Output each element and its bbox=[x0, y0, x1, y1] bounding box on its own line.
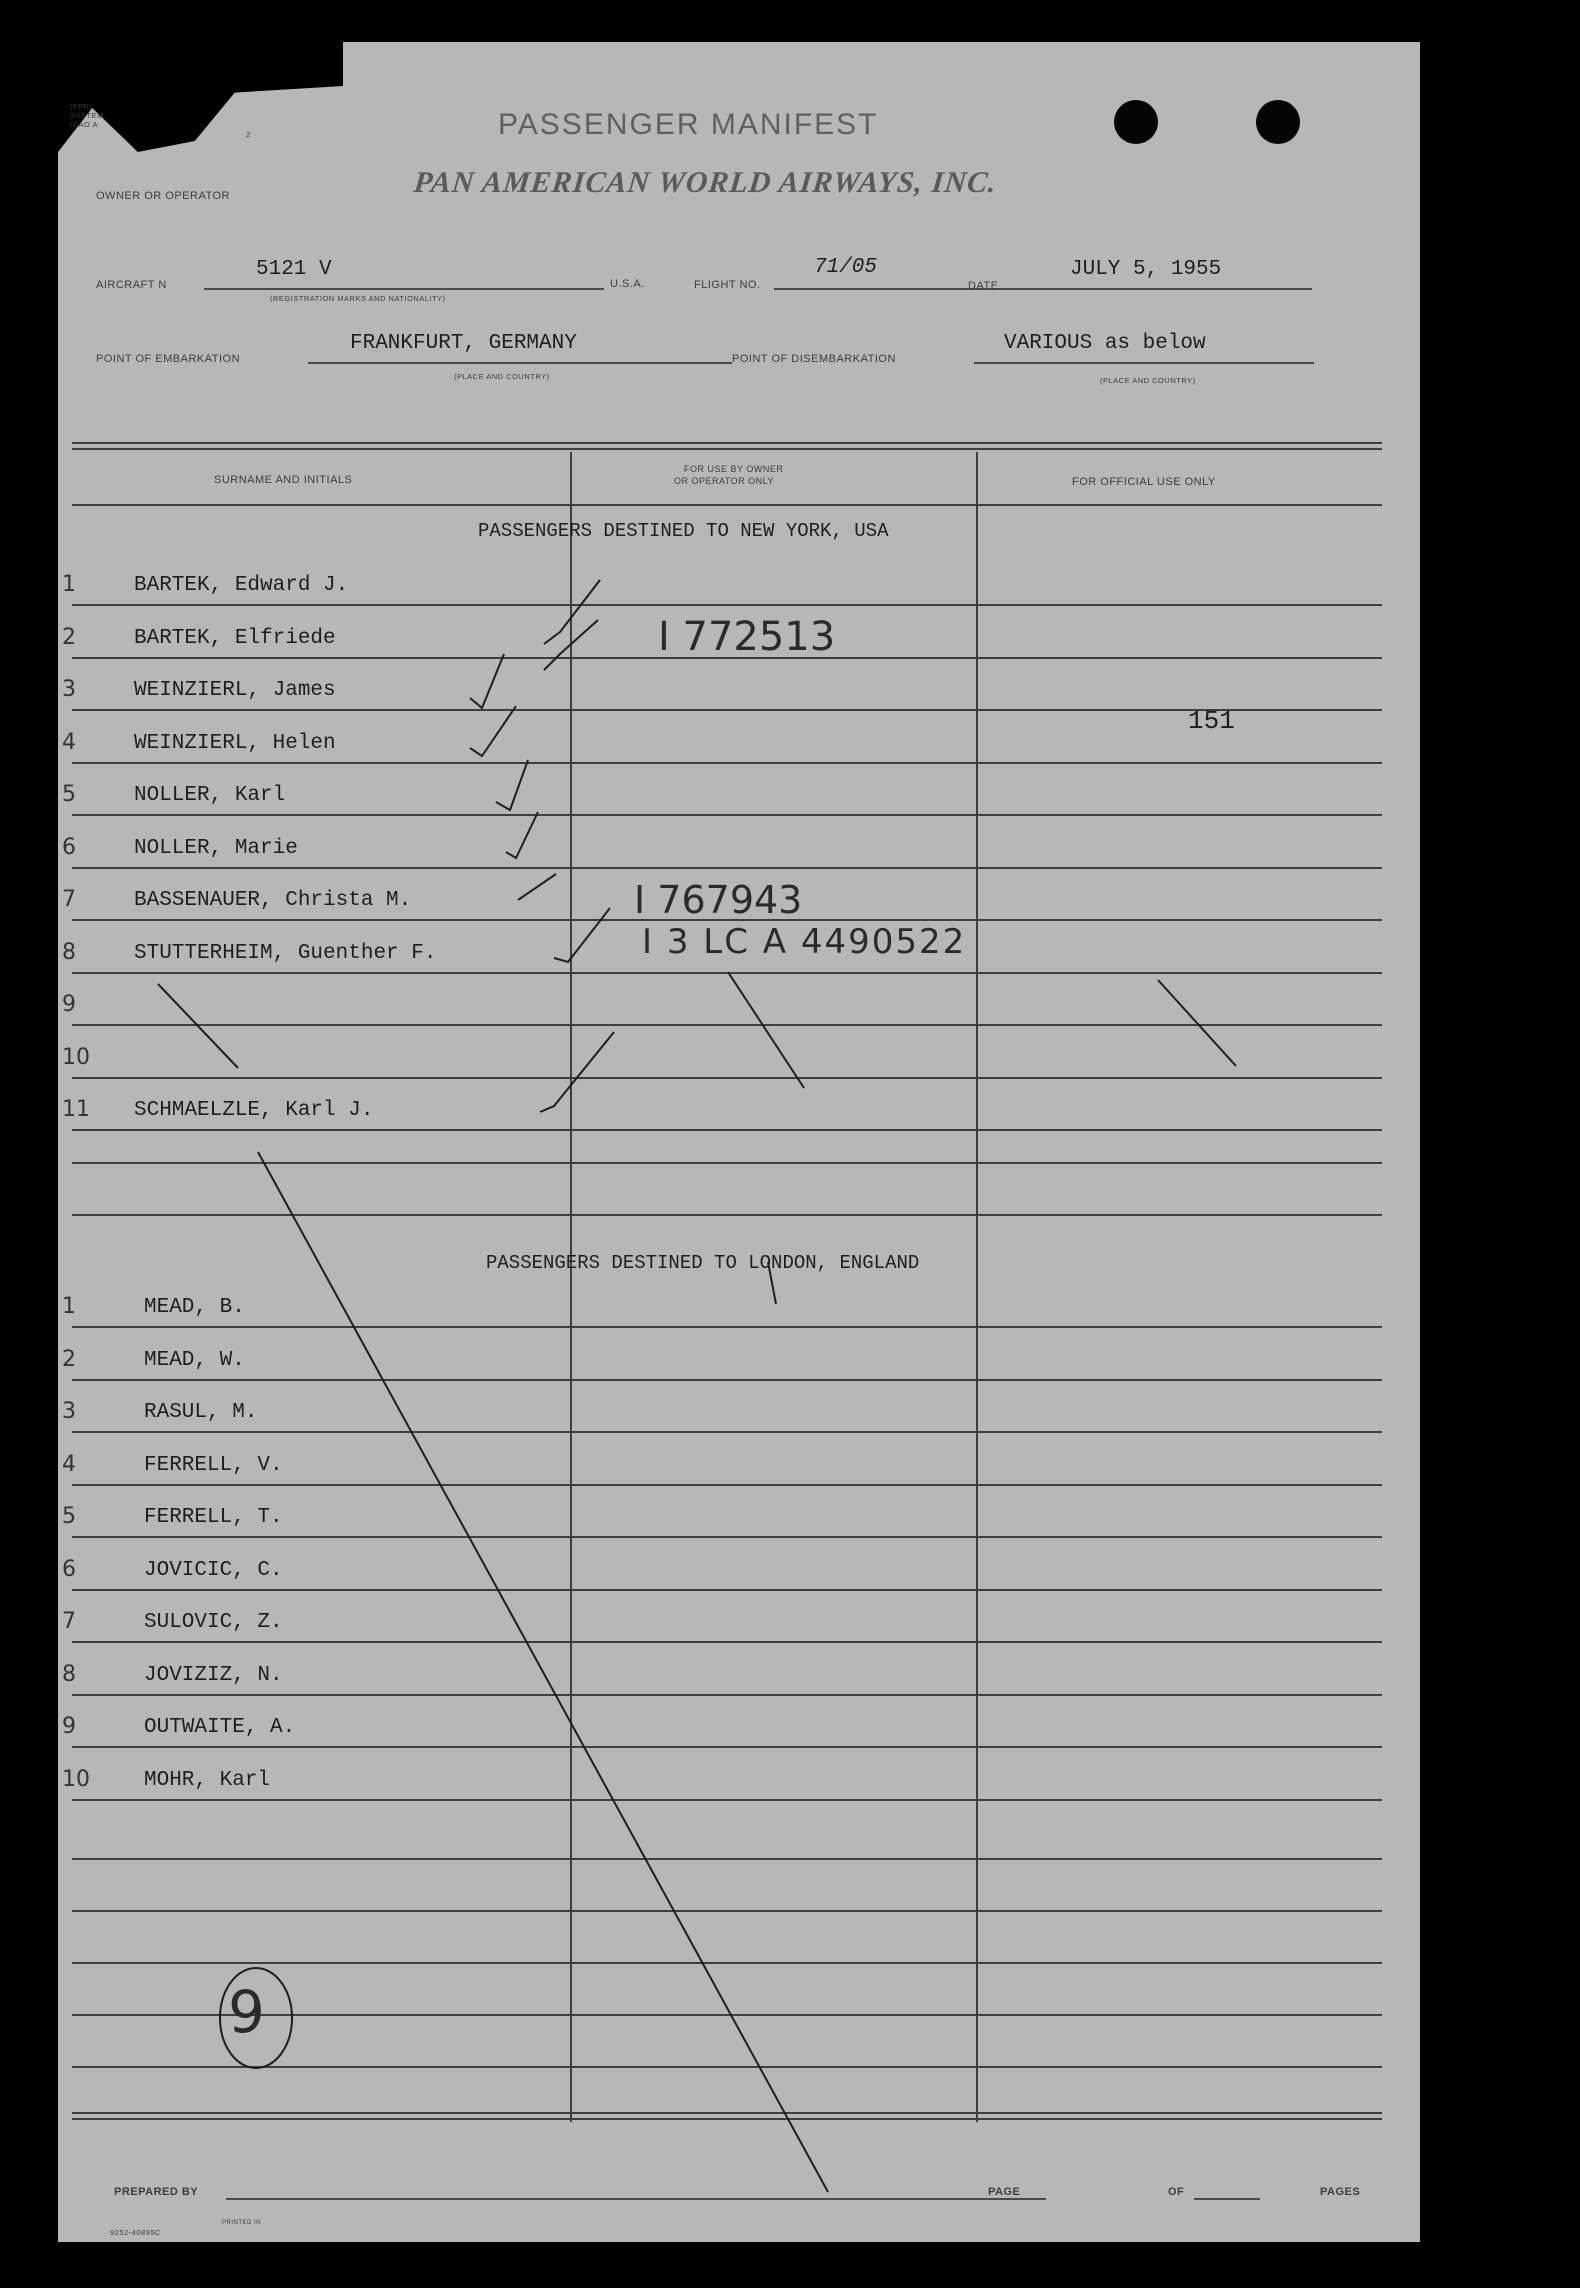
passenger-name: MOHR, Karl bbox=[144, 1768, 271, 1792]
row-number: 6 bbox=[62, 834, 76, 860]
passenger-name: MEAD, B. bbox=[144, 1296, 245, 1319]
page-title: PASSENGER MANIFEST bbox=[498, 108, 879, 141]
prepared-by-label: PREPARED BY bbox=[114, 2186, 199, 2198]
pages-label: PAGES bbox=[1320, 2186, 1361, 2198]
flight-no-label: FLIGHT NO. bbox=[694, 279, 761, 291]
registration-note: (REGISTRATION MARKS AND NATIONALITY) bbox=[270, 294, 446, 303]
date-value: JULY 5, 1955 bbox=[1070, 258, 1222, 281]
flight-no-value: 71/05 bbox=[814, 256, 878, 279]
passenger-name: OUTWAITE, A. bbox=[144, 1716, 296, 1739]
passenger-name: BASSENAUER, Christa M. bbox=[134, 889, 412, 912]
passenger-name: SCHMAELZLE, Karl J. bbox=[134, 1099, 374, 1122]
passenger-name: WEINZIERL, James bbox=[134, 679, 336, 702]
check-mark bbox=[470, 706, 516, 756]
row-number: 5 bbox=[62, 782, 76, 807]
passenger-name: BARTEK, Elfriede bbox=[134, 626, 336, 650]
number-circle bbox=[220, 1968, 292, 2068]
form-code-line: SYSTEM bbox=[70, 111, 104, 120]
row-number: 10 bbox=[62, 1044, 90, 1070]
handwritten-document-number: I 772513 bbox=[658, 614, 836, 660]
row-number: 8 bbox=[62, 939, 76, 965]
check-mark bbox=[496, 760, 528, 810]
check-mark bbox=[544, 580, 600, 644]
company-name: PAN AMERICAN WORLD AIRWAYS, INC. bbox=[412, 166, 999, 199]
passenger-name: BARTEK, Edward J. bbox=[134, 574, 349, 597]
embarkation-value: FRANKFURT, GERMANY bbox=[350, 332, 577, 355]
form-code-line: ICAO A bbox=[70, 120, 99, 129]
strike-mark bbox=[158, 984, 238, 1068]
passenger-name: MEAD, W. bbox=[144, 1348, 245, 1372]
owner-column-header: OR OPERATOR ONLY bbox=[674, 476, 775, 486]
row-number: 7 bbox=[62, 1609, 76, 1634]
pen-marks bbox=[58, 42, 1420, 2242]
passenger-name: FERRELL, T. bbox=[144, 1506, 283, 1529]
disembarkation-value: VARIOUS as below bbox=[1004, 332, 1206, 355]
date-label: DATE bbox=[968, 280, 999, 292]
printed-stamp: PRINTED IN bbox=[222, 2220, 262, 2226]
row-number: 4 bbox=[62, 1451, 76, 1477]
passenger-name: NOLLER, Marie bbox=[134, 836, 298, 860]
strike-mark bbox=[1158, 980, 1236, 1066]
row-number: 2 bbox=[62, 624, 76, 650]
official-column-header: FOR OFFICIAL USE ONLY bbox=[1072, 476, 1216, 488]
check-mark bbox=[506, 812, 538, 858]
official-number: 151 bbox=[1188, 706, 1235, 736]
passenger-name: SULOVIC, Z. bbox=[144, 1611, 283, 1634]
passenger-name: STUTTERHEIM, Guenther F. bbox=[134, 941, 437, 965]
surname-column-header: SURNAME AND INITIALS bbox=[214, 474, 353, 486]
handwritten-document-number: I 767943 bbox=[634, 878, 803, 922]
row-number: 1 bbox=[62, 572, 76, 597]
disembarkation-label: POINT OF DISEMBARKATION bbox=[732, 353, 896, 365]
row-number: 9 bbox=[62, 1714, 76, 1739]
place-note: (PLACE AND COUNTRY) bbox=[1100, 376, 1196, 385]
row-number: 7 bbox=[62, 887, 76, 912]
manifest-sheet bbox=[58, 42, 1420, 2242]
check-mark bbox=[544, 620, 598, 670]
owner-column-header: FOR USE BY OWNER bbox=[684, 464, 784, 474]
strike-mark bbox=[728, 972, 804, 1088]
diagonal-strike-line bbox=[258, 1152, 828, 2192]
row-number: 8 bbox=[62, 1661, 76, 1687]
row-number: 3 bbox=[62, 1399, 76, 1424]
of-label: OF bbox=[1168, 2186, 1185, 2198]
check-mark bbox=[554, 908, 610, 962]
passenger-name: RASUL, M. bbox=[144, 1401, 258, 1424]
section-heading: PASSENGERS DESTINED TO NEW YORK, USA bbox=[478, 520, 889, 542]
form-number: 9252-40895C bbox=[110, 2228, 161, 2237]
country-label: U.S.A. bbox=[610, 278, 645, 290]
pen-tick bbox=[768, 1262, 776, 1304]
row-number: 5 bbox=[62, 1504, 76, 1529]
check-mark bbox=[518, 874, 556, 900]
owner-label: OWNER OR OPERATOR bbox=[96, 190, 230, 202]
form-code-suffix: 2 bbox=[246, 130, 251, 139]
form-code-line: (FPR) bbox=[70, 102, 93, 111]
place-note: (PLACE AND COUNTRY) bbox=[454, 372, 550, 381]
handwritten-document-number: I 3 LC A 4490522 bbox=[642, 922, 967, 962]
passenger-name: JOVIZIZ, N. bbox=[144, 1663, 283, 1687]
row-number: 6 bbox=[62, 1556, 76, 1582]
passenger-name: JOVICIC, C. bbox=[144, 1558, 283, 1582]
row-number: 2 bbox=[62, 1346, 76, 1372]
circled-page-number: 9 bbox=[228, 1978, 265, 2046]
row-number: 4 bbox=[62, 729, 76, 755]
row-number: 11 bbox=[62, 1097, 90, 1122]
passenger-name: WEINZIERL, Helen bbox=[134, 731, 336, 755]
page-label: PAGE bbox=[988, 2186, 1021, 2198]
aircraft-label: AIRCRAFT N bbox=[96, 279, 167, 291]
aircraft-value: 5121 V bbox=[256, 258, 332, 281]
section-heading: PASSENGERS DESTINED TO LONDON, ENGLAND bbox=[486, 1252, 920, 1274]
check-mark bbox=[470, 654, 504, 708]
row-number: 10 bbox=[62, 1766, 90, 1792]
of-line bbox=[1194, 2198, 1260, 2200]
row-number: 9 bbox=[62, 992, 76, 1017]
passenger-name: NOLLER, Karl bbox=[134, 784, 286, 807]
passenger-name: FERRELL, V. bbox=[144, 1453, 283, 1477]
row-number: 1 bbox=[62, 1294, 76, 1319]
prepared-by-line bbox=[226, 2198, 1046, 2200]
embarkation-label: POINT OF EMBARKATION bbox=[96, 353, 241, 365]
check-mark bbox=[540, 1032, 614, 1112]
row-number: 3 bbox=[62, 677, 76, 702]
